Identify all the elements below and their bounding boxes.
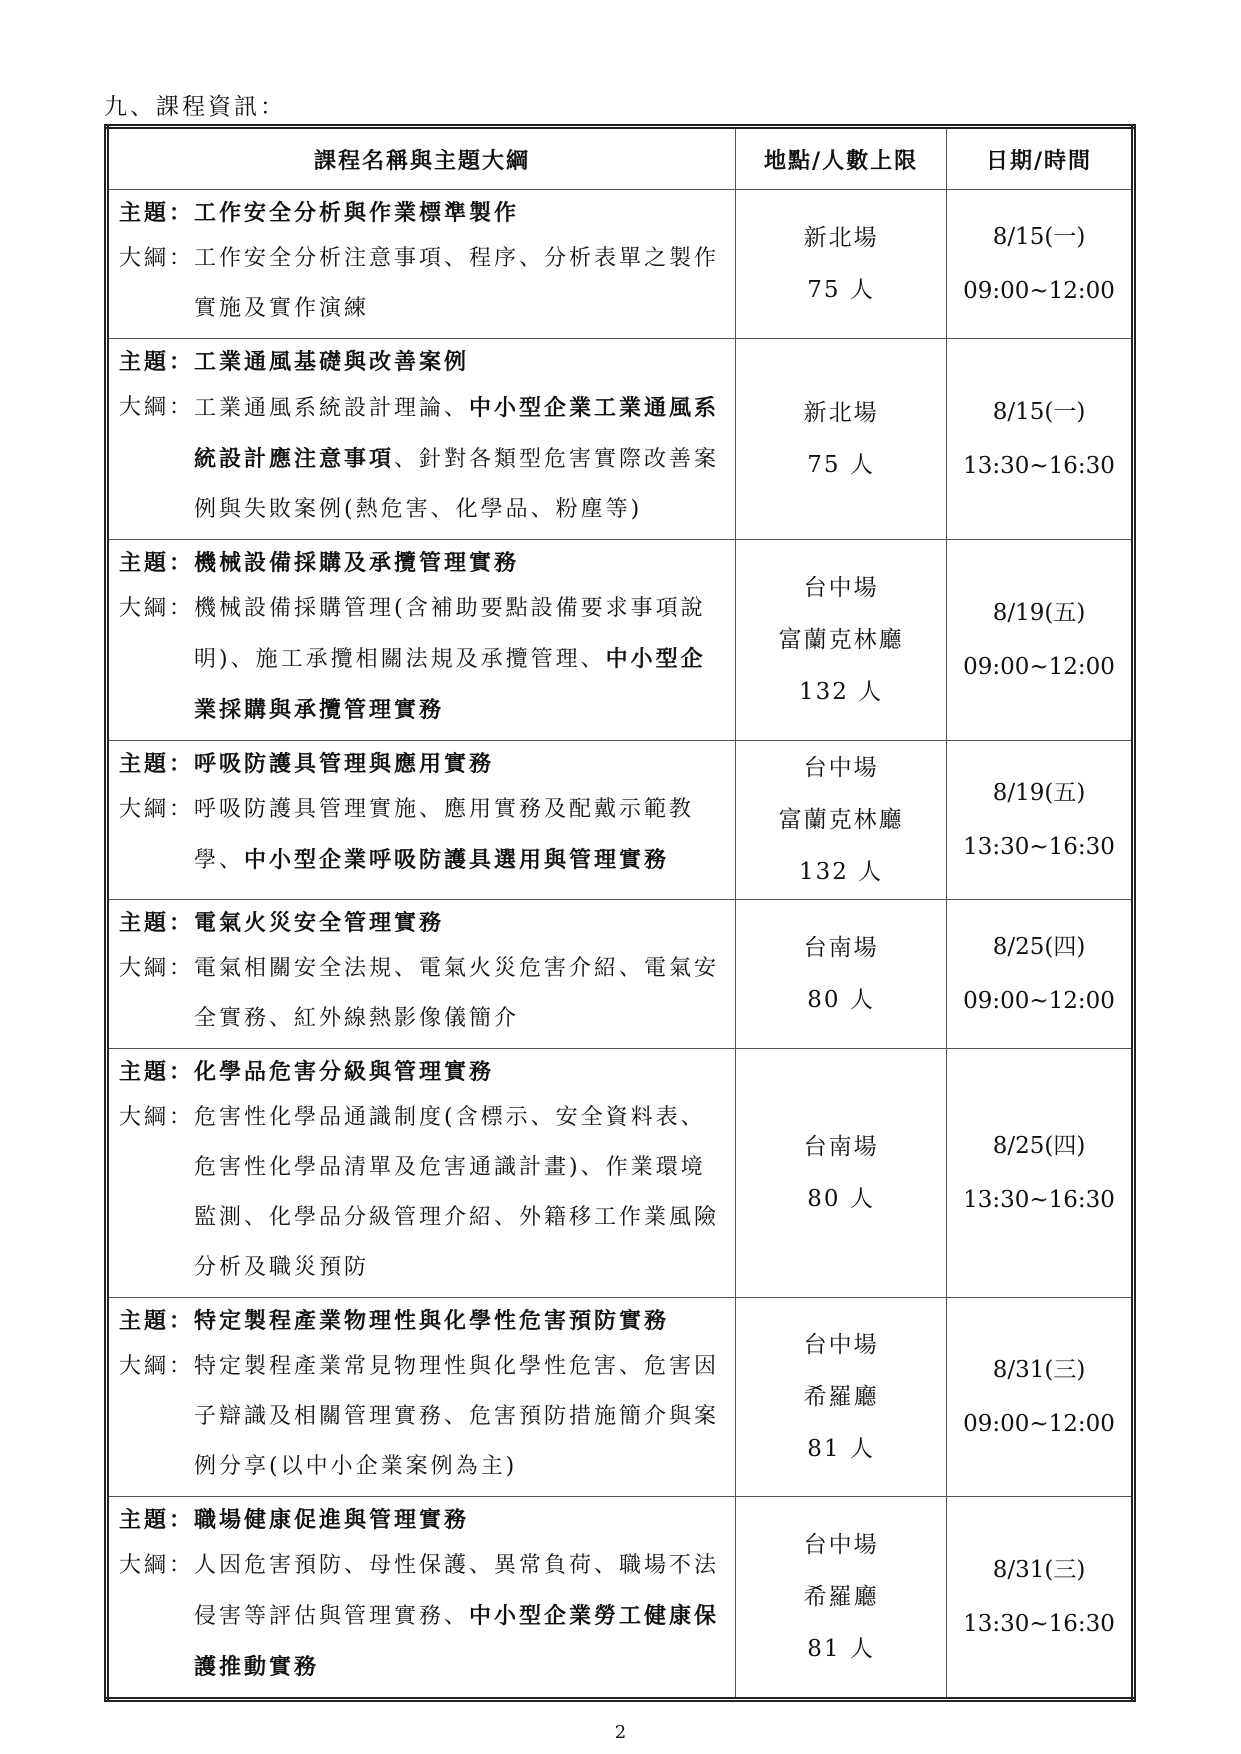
outline-prefix: 大綱： (119, 956, 195, 981)
location-cell (736, 1497, 947, 1700)
date-text: 8/25(四) (992, 1133, 1086, 1159)
table-row (107, 540, 1134, 741)
course-cell (107, 1497, 736, 1700)
topic-title: 電氣火災安全管理實務 (194, 910, 445, 936)
outline-segment: 人因危害預防、母性保護、異常負荷、職場不法侵害等評估與管理實務、 (194, 1553, 720, 1629)
topic-prefix: 主題： (119, 1059, 195, 1085)
venue-text: 台中場 (803, 755, 879, 781)
outline-segment: 工作安全分析注意事項、程序、分析表單之製作實施及實作演練 (194, 246, 720, 321)
course-cell (107, 900, 736, 1049)
capacity-text: 81 人 (807, 1436, 875, 1462)
date-text: 8/31(三) (992, 1357, 1086, 1383)
table-row (107, 741, 1134, 900)
outline-prefix: 大綱： (119, 1354, 195, 1379)
outline-segment: 工業通風系統設計理論、 (194, 396, 470, 421)
time-text: 13:30~16:30 (963, 1187, 1115, 1213)
course-topic (119, 743, 725, 785)
header-date: 日期/時間 (947, 127, 1134, 190)
table-row (107, 190, 1134, 339)
outline-emphasis: 中小型企業呼吸防護具選用與管理實務 (244, 847, 670, 873)
venue-text: 台中場 (803, 1532, 879, 1558)
venue-text: 台南場 (803, 935, 879, 961)
course-outline (119, 234, 725, 334)
course-outline (119, 944, 725, 1044)
outline-emphasis: 中小型企業工業通風系統設計應注意事項 (194, 395, 720, 472)
time-text: 09:00~12:00 (963, 278, 1115, 304)
venue-text: 富蘭克林廳 (778, 627, 904, 653)
topic-title: 工業通風基礎與改善案例 (194, 349, 470, 375)
outline-emphasis: 中小型企業勞工健康保護推動實務 (194, 1603, 720, 1680)
capacity-text: 81 人 (807, 1636, 875, 1662)
course-table (104, 124, 1136, 1702)
course-cell (107, 1298, 736, 1497)
course-cell (107, 339, 736, 540)
topic-prefix: 主題： (119, 200, 195, 226)
header-location: 地點/人數上限 (736, 127, 947, 190)
date-cell (947, 1298, 1134, 1497)
outline-prefix: 大綱： (119, 797, 195, 822)
capacity-text: 75 人 (807, 452, 875, 478)
topic-title: 化學品危害分級與管理實務 (194, 1059, 495, 1085)
outline-text (194, 1093, 725, 1293)
topic-prefix: 主題： (119, 550, 195, 576)
outline-prefix: 大綱： (119, 395, 195, 420)
course-cell (107, 741, 736, 900)
course-outline (119, 1541, 725, 1693)
outline-prefix: 大綱： (119, 246, 195, 271)
topic-title: 職場健康促進與管理實務 (194, 1507, 470, 1533)
header-course: 課程名稱與主題大綱 (107, 127, 736, 190)
location-cell (736, 741, 947, 900)
outline-segment: 、針對各類型危害實際改善案例與失敗案例(熱危害、化學品、粉塵等) (194, 447, 720, 522)
date-cell (947, 1049, 1134, 1298)
venue-text: 希羅廳 (803, 1584, 879, 1610)
outline-text (194, 1541, 725, 1693)
table-row (107, 1497, 1134, 1700)
outline-prefix: 大綱： (119, 1553, 195, 1578)
location-cell (736, 1049, 947, 1298)
date-cell (947, 339, 1134, 540)
course-outline (119, 1342, 725, 1492)
course-cell (107, 190, 736, 339)
course-outline (119, 1093, 725, 1293)
venue-text: 希羅廳 (803, 1384, 879, 1410)
capacity-text: 80 人 (807, 1186, 875, 1212)
date-text: 8/31(三) (992, 1557, 1086, 1583)
outline-segment: 危害性化學品通識制度(含標示、安全資料表、危害性化學品清單及危害通識計畫)、作業環境監測、化學品分級管理介紹、外籍移工作業風險分析及職災預防 (194, 1105, 720, 1280)
venue-text: 台中場 (803, 1332, 879, 1358)
table-row (107, 900, 1134, 1049)
course-cell (107, 1049, 736, 1298)
topic-prefix: 主題： (119, 751, 195, 777)
outline-text (194, 234, 725, 334)
topic-prefix: 主題： (119, 1308, 195, 1334)
time-text: 13:30~16:30 (963, 1611, 1115, 1637)
outline-prefix: 大綱： (119, 596, 195, 621)
date-text: 8/15(一) (992, 399, 1086, 425)
outline-text (194, 1342, 725, 1492)
outline-prefix: 大綱： (119, 1105, 195, 1130)
date-cell (947, 900, 1134, 1049)
outline-segment: 機械設備採購管理(含補助要點設備要求事項說明)、施工承攬相關法規及承攬管理、 (194, 596, 706, 672)
topic-title: 機械設備採購及承攬管理實務 (194, 550, 520, 576)
topic-prefix: 主題： (119, 910, 195, 936)
course-cell (107, 540, 736, 741)
outline-segment: 特定製程產業常見物理性與化學性危害、危害因子辯識及相關管理實務、危害預防措施簡介與案例分享(以中小企業案例為主) (194, 1354, 720, 1479)
course-topic (119, 1051, 725, 1093)
outline-segment: 呼吸防護具管理實施、應用實務及配戴示範教學、 (194, 797, 695, 873)
topic-title: 工作安全分析與作業標準製作 (194, 200, 520, 226)
capacity-text: 132 人 (798, 679, 884, 705)
date-cell (947, 741, 1134, 900)
table-row (107, 1298, 1134, 1497)
topic-prefix: 主題： (119, 349, 195, 375)
outline-text (194, 383, 725, 535)
date-text: 8/19(五) (992, 600, 1086, 626)
outline-text (194, 944, 725, 1044)
date-text: 8/25(四) (992, 934, 1086, 960)
course-topic (119, 192, 725, 234)
topic-title: 特定製程產業物理性與化學性危害預防實務 (194, 1308, 670, 1334)
table-header-row (107, 127, 1134, 190)
course-topic (119, 1499, 725, 1541)
course-topic (119, 1300, 725, 1342)
topic-title: 呼吸防護具管理與應用實務 (194, 751, 495, 777)
capacity-text: 132 人 (798, 859, 884, 885)
table-row (107, 1049, 1134, 1298)
course-outline (119, 383, 725, 535)
course-topic (119, 542, 725, 584)
venue-text: 台南場 (803, 1134, 879, 1160)
time-text: 09:00~12:00 (963, 1411, 1115, 1437)
capacity-text: 80 人 (807, 987, 875, 1013)
date-text: 8/15(一) (992, 224, 1086, 250)
outline-text (194, 785, 725, 886)
venue-text: 新北場 (803, 225, 879, 251)
location-cell (736, 190, 947, 339)
date-cell (947, 1497, 1134, 1700)
course-rows (107, 190, 1134, 1700)
course-topic (119, 902, 725, 944)
table-row (107, 339, 1134, 540)
page-number: 2 (614, 1722, 627, 1743)
location-cell (736, 540, 947, 741)
date-cell (947, 190, 1134, 339)
venue-text: 富蘭克林廳 (778, 807, 904, 833)
outline-segment: 電氣相關安全法規、電氣火災危害介紹、電氣安全實務、紅外線熱影像儀簡介 (194, 956, 720, 1031)
course-outline (119, 785, 725, 886)
capacity-text: 75 人 (807, 277, 875, 303)
course-outline (119, 584, 725, 736)
location-cell (736, 1298, 947, 1497)
outline-emphasis: 中小型企業採購與承攬管理實務 (194, 646, 706, 723)
location-cell (736, 339, 947, 540)
course-topic (119, 341, 725, 383)
time-text: 13:30~16:30 (963, 834, 1115, 860)
date-text: 8/19(五) (992, 780, 1086, 806)
venue-text: 台中場 (803, 575, 879, 601)
time-text: 09:00~12:00 (963, 654, 1115, 680)
topic-prefix: 主題： (119, 1507, 195, 1533)
venue-text: 新北場 (803, 400, 879, 426)
time-text: 09:00~12:00 (963, 988, 1115, 1014)
location-cell (736, 900, 947, 1049)
outline-text (194, 584, 725, 736)
section-heading: 九、課程資訊： (104, 94, 286, 120)
date-cell (947, 540, 1134, 741)
time-text: 13:30~16:30 (963, 453, 1115, 479)
